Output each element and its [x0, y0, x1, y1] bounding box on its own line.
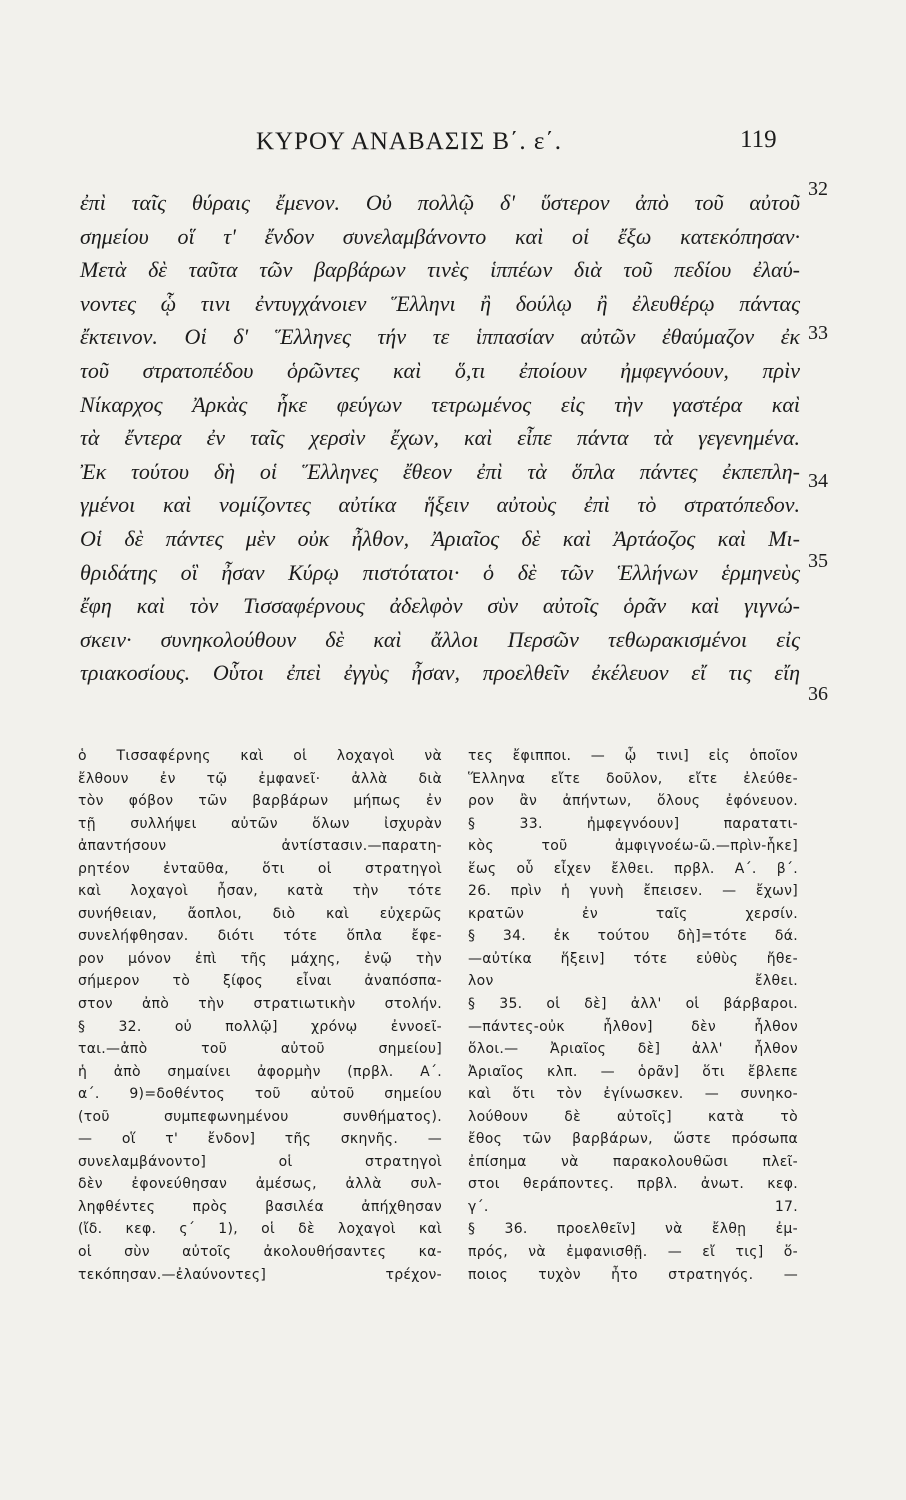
commentary-line: 26. πρὶν ἡ γυνὴ ἔπεισεν. — ἔχων] — [468, 883, 798, 900]
commentary-line: ἀπαντήσουν ἀντίστασιν.—παρατη- — [78, 838, 442, 855]
commentary-line: § 35. οἱ δὲ] ἀλλ' οἱ βάρβαροι. — [468, 996, 798, 1013]
text-line: ἔκτεινον. Οἱ δ' Ἕλληνες τήν τε ἱππασίαν αὐτῶν ἐθαύμαζον ἐκ — [80, 324, 800, 350]
commentary-line: συνελήφθησαν. διότι τότε ὅπλα ἔφε- — [78, 928, 442, 945]
text-line: ἔφη καὶ τὸν Τισσαφέρνους ἀδελφὸν σὺν αὐτοῖς ὁρᾶν καὶ γιγνώ- — [80, 593, 800, 619]
commentary-line: ἐπίσημα νὰ παρακολουθῶσι πλεῖ- — [468, 1153, 798, 1170]
commentary-line: κρατῶν ἐν ταῖς χερσίν. — [468, 905, 798, 922]
page-title: ΚΥΡΟΥ ΑΝΑΒΑΣΙΣ Β΄. ε΄. — [256, 128, 562, 155]
commentary-line: ἕως οὗ εἶχεν ἔλθει. πρβλ. Α΄. β΄. — [468, 860, 798, 877]
commentary-line: α΄. 9)=δοθέντος τοῦ αὐτοῦ σημείου — [78, 1086, 442, 1103]
text-line: Ἐκ τούτου δὴ οἱ Ἕλληνες ἔθεον ἐπὶ τὰ ὅπλα πάντες ἐκπεπλη- — [80, 458, 800, 484]
commentary-line: (τοῦ συμπεφωνημένου συνθήματος). — [78, 1108, 442, 1125]
commentary-line: ἔθος τῶν βαρβάρων, ὥστε πρόσωπα — [468, 1131, 798, 1148]
commentary-line: ρον ἂν ἀπήντων, ὅλους ἐφόνευον. — [468, 793, 798, 810]
page-number: 119 — [740, 126, 777, 153]
commentary-line: δὲν ἐφονεύθησαν ἀμέσως, ἀλλὰ συλ- — [78, 1176, 442, 1193]
commentary-line: (ἴδ. κεφ. ς΄ 1), οἱ δὲ λοχαγοὶ καὶ — [78, 1221, 442, 1238]
text-line: Οἱ δὲ πάντες μὲν οὐκ ἦλθον, Ἀριαῖος δὲ καὶ Ἀρτάοζος καὶ Μι- — [80, 525, 800, 551]
running-header — [0, 128, 906, 168]
commentary-line: τὸν φόβον τῶν βαρβάρων μήπως ἐν — [78, 793, 442, 810]
text-line: γμένοι καὶ νομίζοντες αὐτίκα ἥξειν αὐτοὺς ἐπὶ τὸ στρατόπεδον. — [80, 492, 800, 518]
commentary-line: οἱ σὺν αὐτοῖς ἀκολουθήσαντες κα- — [78, 1244, 442, 1261]
commentary-line: λον ἔλθει. — [468, 973, 798, 990]
text-line: Νίκαρχος Ἀρκὰς ἧκε φεύγων τετρωμένος εἰς τὴν γαστέρα καὶ — [80, 391, 800, 417]
text-line: τοῦ στρατοπέδου ὁρῶντες καὶ ὅ,τι ἐποίουν ἠμφεγνόουν, πρὶν — [80, 357, 800, 383]
commentary-line: στοι θεράποντες. πρβλ. ἀνωτ. κεφ. — [468, 1176, 798, 1193]
text-line: τὰ ἔντερα ἐν ταῖς χερσὶν ἔχων, καὶ εἶπε πάντα τὰ γεγενημένα. — [80, 425, 800, 451]
commentary-line: καὶ ὅτι τὸν ἐγίνωσκεν. — συνηκο- — [468, 1086, 798, 1103]
section-number: 33 — [808, 322, 828, 344]
commentary-line: σήμερον τὸ ξίφος εἶναι ἀναπόσπα- — [78, 973, 442, 990]
commentary-line: ρητέον ἐνταῦθα, ὅτι οἱ στρατηγοὶ — [78, 860, 442, 877]
commentary-line: § 32. οὐ πολλῷ] χρόνῳ ἐννοεῖ- — [78, 1018, 442, 1035]
commentary-line: ληφθέντες πρὸς βασιλέα ἀπήχθησαν — [78, 1198, 442, 1215]
commentary-line: τεκόπησαν.—ἐλαύνοντες] τρέχον- — [78, 1266, 442, 1283]
text-line: Μετὰ δὲ ταῦτα τῶν βαρβάρων τινὲς ἱππέων διὰ τοῦ πεδίου ἐλαύ- — [80, 257, 800, 283]
commentary-line: τες ἔφιπποι. — ᾧ τινι] εἰς ὁποῖον — [468, 748, 798, 764]
commentary-left-column — [78, 745, 442, 1286]
commentary-line: —αὐτίκα ἥξειν] τότε εὐθὺς ἤθε- — [468, 950, 798, 967]
commentary-line: καὶ λοχαγοὶ ἦσαν, κατὰ τὴν τότε — [78, 883, 442, 900]
commentary-line: —πάντες-οὐκ ἦλθον] δὲν ἦλθον — [468, 1018, 798, 1035]
commentary-line: § 33. ἠμφεγνόουν] παρατατι- — [468, 815, 798, 832]
commentary-line: γ΄. 17. — [468, 1198, 798, 1215]
commentary-line: ὁ Τισσαφέρνης καὶ οἱ λοχαγοὶ νὰ — [78, 748, 442, 764]
commentary-line: ποιος τυχὸν ἦτο στρατηγός. — — [468, 1266, 798, 1283]
text-line: σημείου οἵ τ' ἔνδον συνελαμβάνοντο καὶ οἱ ἔξω κατεκόπησαν· — [80, 223, 800, 249]
section-number: 35 — [808, 550, 828, 572]
section-number: 34 — [808, 470, 828, 492]
main-text-block — [80, 186, 800, 690]
commentary-line: ται.—ἀπὸ τοῦ αὐτοῦ σημείου] — [78, 1041, 442, 1058]
section-number: 36 — [808, 683, 828, 705]
commentary-line: ἔλθουν ἐν τῷ ἐμφανεῖ· ἀλλὰ διὰ — [78, 770, 442, 787]
text-line: νοντες ᾧ τινι ἐντυγχάνοιεν Ἕλληνι ἢ δούλῳ ἢ ἐλευθέρῳ πάντας — [80, 290, 800, 316]
text-line: θριδάτης οἳ ἦσαν Κύρῳ πιστότατοι· ὁ δὲ τῶν Ἑλλήνων ἑρμηνεὺς — [80, 559, 800, 585]
commentary-line: § 34. ἐκ τούτου δὴ]=τότε δά. — [468, 928, 798, 945]
text-line: ἐπὶ ταῖς θύραις ἔμενον. Οὐ πολλῷ δ' ὕστερον ἀπὸ τοῦ αὐτοῦ — [80, 190, 800, 215]
commentary-line: § 36. προελθεῖν] νὰ ἔλθῃ ἐμ- — [468, 1221, 798, 1238]
commentary-line: κὸς τοῦ ἀμφιγνοέω-ῶ.—πρὶν-ἧκε] — [468, 838, 798, 855]
text-line: τριακοσίους. Οὗτοι ἐπεὶ ἐγγὺς ἦσαν, προελθεῖν ἐκέλευον εἴ τις εἴη — [80, 660, 800, 686]
commentary-line: Ἀριαῖος κλπ. — ὁρᾶν] ὅτι ἔβλεπε — [468, 1063, 798, 1080]
section-number: 32 — [808, 178, 828, 200]
commentary-line: Ἕλληνα εἴτε δοῦλον, εἴτε ἐλεύθε- — [468, 770, 798, 787]
commentary-line: — οἵ τ' ἔνδον] τῆς σκηνῆς. — — [78, 1131, 442, 1148]
commentary-line: πρός, νὰ ἐμφανισθῇ. — εἴ τις] ὅ- — [468, 1244, 798, 1261]
commentary-line: ὅλοι.— Ἀριαῖος δὲ] ἀλλ' ἦλθον — [468, 1041, 798, 1058]
text-line: σκειν· συνηκολούθουν δὲ καὶ ἄλλοι Περσῶν τεθωρακισμένοι εἰς — [80, 626, 800, 652]
commentary-line: στον ἀπὸ τὴν στρατιωτικὴν στολήν. — [78, 996, 442, 1013]
commentary-line: συνήθειαν, ἄοπλοι, διὸ καὶ εὐχερῶς — [78, 905, 442, 922]
commentary-line: λούθουν δὲ αὐτοῖς] κατὰ τὸ — [468, 1108, 798, 1125]
commentary-right-column — [468, 745, 798, 1286]
section-numbers — [808, 0, 868, 1500]
commentary-line: ρον μόνον ἐπὶ τῆς μάχης, ἐνῷ τὴν — [78, 950, 442, 967]
commentary-line: συνελαμβάνοντο] οἱ στρατηγοὶ — [78, 1153, 442, 1170]
commentary-line: τῇ συλλήψει αὐτῶν ὅλων ἰσχυρὰν — [78, 815, 442, 832]
commentary-line: ἡ ἀπὸ σημαίνει ἀφορμὴν (πρβλ. Α΄. — [78, 1063, 442, 1080]
